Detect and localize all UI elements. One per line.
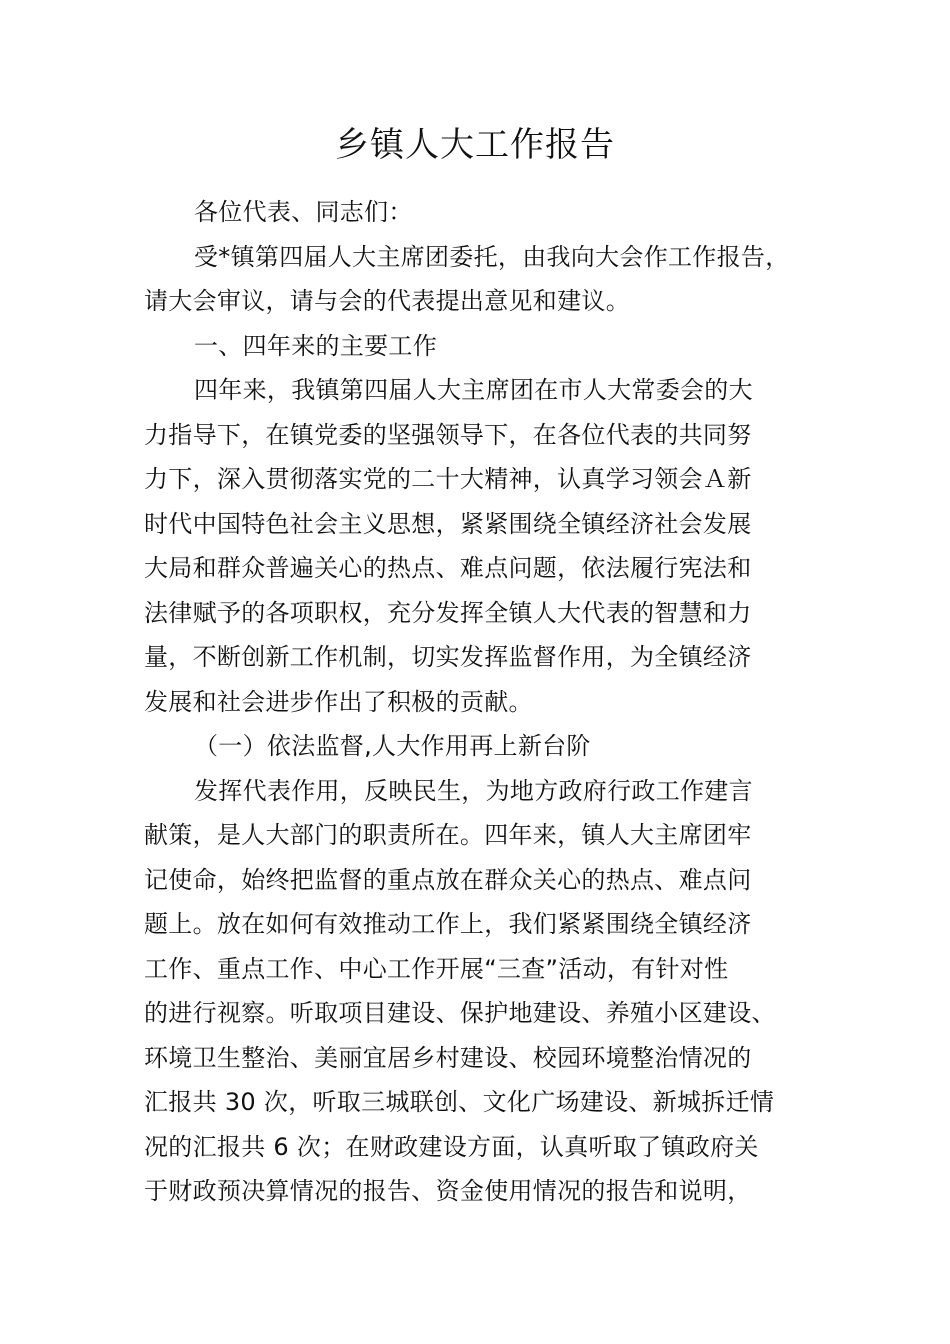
text-line: 一、四年来的主要工作 — [194, 331, 437, 360]
text-line: 四年来，我镇第四届人大主席团在市人大常委会的大 — [194, 376, 753, 404]
text-line: 发挥代表作用，反映民生，为地方政府行政工作建言 — [194, 776, 753, 805]
text-line: 力指导下，在镇党委的坚强领导下，在各位代表的共同努 — [144, 420, 752, 449]
text-line: 的进行视察。听取项目建设、保护地建设、养殖小区建设、 — [144, 999, 776, 1027]
text-line: 时代中国特色社会主义思想，紧紧围绕全镇经济社会发展 — [144, 509, 752, 538]
text-line: 发展和社会进步作出了积极的贡献。 — [144, 687, 533, 716]
text-line: 题上。放在如何有效推动工作上，我们紧紧围绕全镇经济 — [144, 910, 752, 938]
text-line: 各位代表、同志们： — [194, 198, 413, 226]
text-line: 大局和群众普遍关心的热点、难点问题，依法履行宪法和 — [144, 554, 752, 582]
text-line: 况的汇报共 6 次；在财政建设方面，认真听取了镇政府关 — [144, 1132, 759, 1161]
text-line: 工作、重点工作、中心工作开展“三查”活动，有针对性 — [144, 954, 729, 983]
text-line: 环境卫生整治、美丽宜居乡村建设、校园环境整治情况的 — [144, 1043, 752, 1072]
text-line: 献策，是人大部门的职责所在。四年来，镇人大主席团牢 — [144, 821, 752, 849]
document-title: 乡镇人大工作报告 — [335, 125, 615, 165]
text-line: 请大会审议，请与会的代表提出意见和建议。 — [144, 287, 630, 315]
text-line: 法律赋予的各项职权，充分发挥全镇人大代表的智慧和力 — [144, 598, 752, 627]
text-line: 记使命，始终把监督的重点放在群众关心的热点、难点问 — [144, 865, 752, 894]
text-line: 力下，深入贯彻落实党的二十大精神，认真学习领会Ａ新 — [144, 465, 752, 493]
text-line: 量，不断创新工作机制，切实发挥监督作用，为全镇经济 — [144, 643, 752, 671]
document-body — [144, 190, 824, 1214]
text-line: 于财政预决算情况的报告、资金使用情况的报告和说明， — [144, 1177, 752, 1205]
text-line: 受*镇第四届人大主席团委托，由我向大会作工作报告， — [194, 242, 790, 271]
text-line: 汇报共 30 次，听取三城联创、文化广场建设、新城拆迁情 — [144, 1088, 775, 1116]
text-line: （一）依法监督,人大作用再上新台阶 — [194, 732, 591, 760]
